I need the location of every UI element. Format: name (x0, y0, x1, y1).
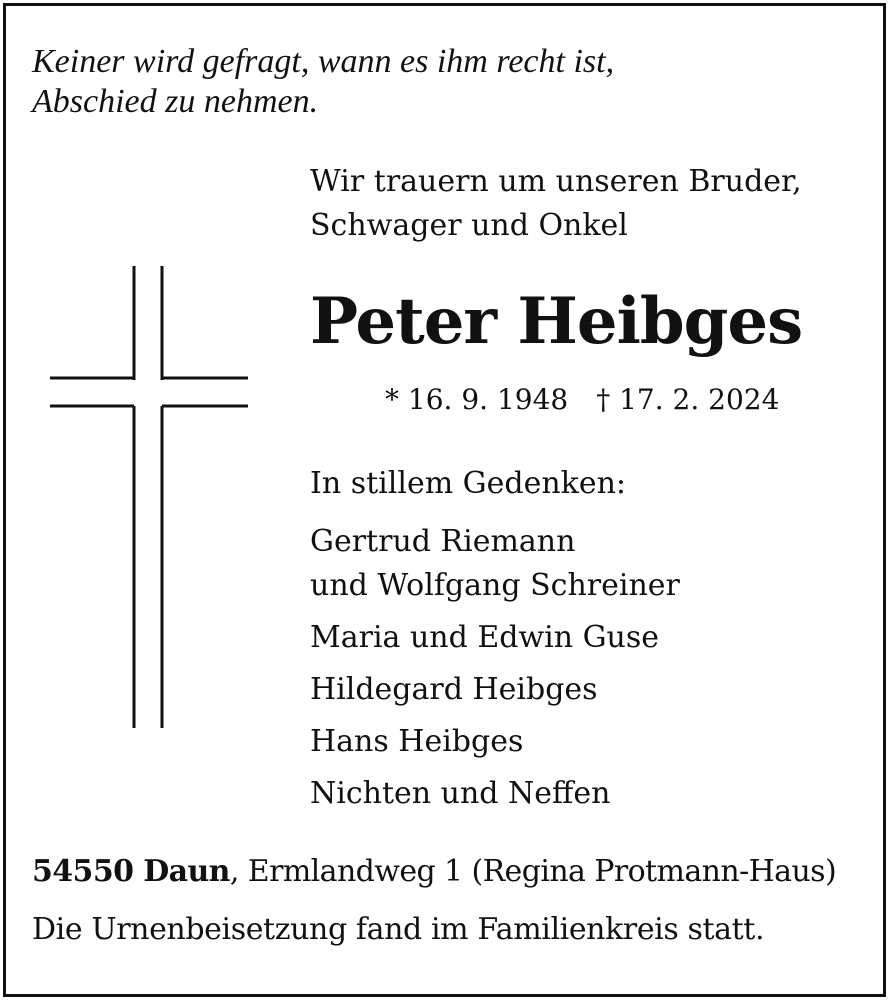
mourner-line: Maria und Edwin Guse (310, 620, 660, 655)
mourner-entry (310, 616, 680, 660)
birth-date: * 16. 9. 1948 (385, 383, 569, 416)
motto-line-2: Abschied zu nehmen. (32, 83, 319, 120)
deceased-name: Peter Heibges (310, 284, 803, 359)
mourner-line: Hans Heibges (310, 724, 524, 759)
intro-line-2: Schwager und Onkel (310, 208, 628, 243)
address-street: , Ermlandweg 1 (Regina Protmann-Haus) (229, 854, 837, 889)
cross-icon (48, 266, 250, 728)
life-dates (385, 378, 779, 422)
mourner-entry (310, 520, 680, 608)
mourner-line: Gertrud Riemann (310, 524, 576, 559)
mourner-entry (310, 772, 680, 816)
motto-quote (32, 42, 614, 122)
address-city: 54550 Daun (32, 854, 230, 889)
intro-text (310, 160, 802, 248)
memory-heading: In stillem Gedenken: (310, 466, 627, 501)
mourner-line: und Wolfgang Schreiner (310, 568, 680, 603)
mourner-line: Hildegard Heibges (310, 672, 598, 707)
death-date: † 17. 2. 2024 (596, 383, 780, 416)
mourner-line: Nichten und Neffen (310, 776, 611, 811)
burial-notice: Die Urnenbeisetzung fand im Familienkreis statt. (32, 912, 765, 947)
intro-line-1: Wir trauern um unseren Bruder, (310, 164, 802, 199)
motto-line-1: Keiner wird gefragt, wann es ihm recht ist, (32, 43, 615, 80)
mourner-entry (310, 668, 680, 712)
mourner-entry (310, 720, 680, 764)
mourners-list (310, 520, 680, 824)
address-line (32, 848, 836, 896)
